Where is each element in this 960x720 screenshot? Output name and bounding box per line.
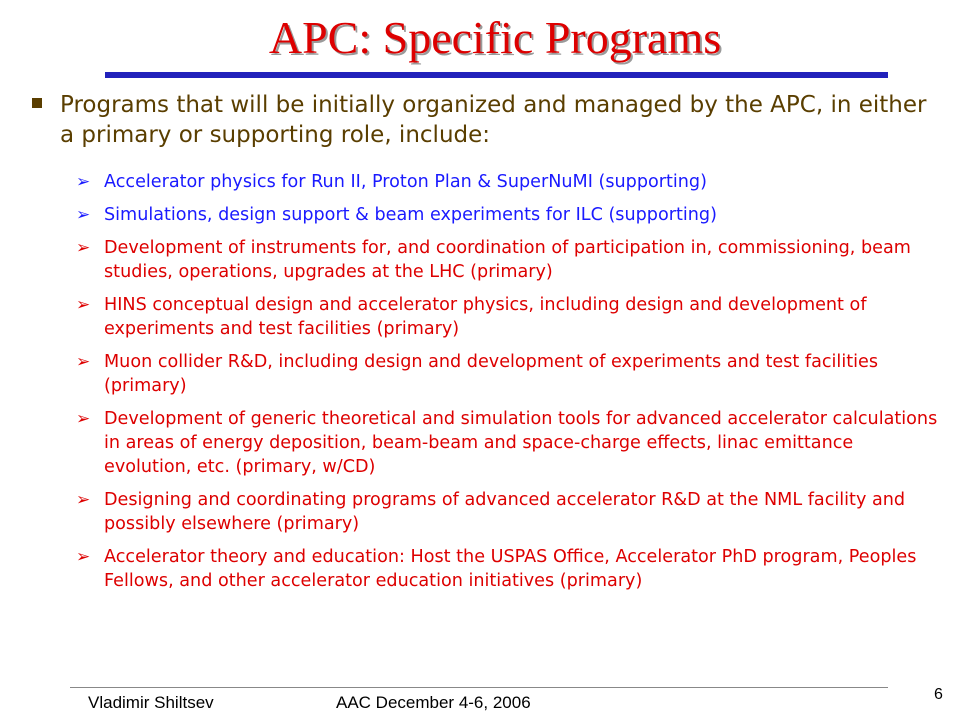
arrow-bullet-icon: ➢ — [76, 238, 91, 258]
main-bullet-text: Programs that will be initially organized and managed by the APC, in either a primary or supporting role, include: — [60, 92, 927, 148]
sub-bullet-text: Accelerator physics for Run II, Proton Plan & SuperNuMI (supporting) — [104, 172, 707, 192]
footer-author: Vladimir Shiltsev — [88, 693, 214, 712]
slide-title: APC: Specific Programs — [268, 12, 722, 63]
arrow-bullet-icon: ➢ — [76, 490, 91, 510]
sub-bullet-item — [74, 350, 940, 398]
arrow-bullet-icon: ➢ — [76, 172, 91, 192]
page-number: 6 — [934, 686, 943, 703]
sub-bullet-text: HINS conceptual design and accelerator physics, including design and development of experiments and test facilities (primary) — [104, 295, 867, 339]
sub-bullet-item — [74, 545, 940, 593]
arrow-bullet-icon: ➢ — [76, 352, 91, 372]
arrow-bullet-icon: ➢ — [76, 409, 91, 429]
sub-bullet-text: Designing and coordinating programs of advanced accelerator R&D at the NML facility and possibly elsewhere (primary) — [104, 490, 906, 534]
sub-bullet-item — [74, 293, 940, 341]
footer-event: AAC December 4-6, 2006 — [336, 693, 531, 712]
sub-bullet-list — [74, 170, 940, 602]
arrow-bullet-icon: ➢ — [76, 547, 91, 567]
footer-divider — [70, 687, 888, 688]
sub-bullet-item — [74, 203, 940, 227]
sub-bullet-item — [74, 170, 940, 194]
main-bullet — [32, 90, 932, 150]
sub-bullet-item — [74, 236, 940, 284]
title-underline — [105, 72, 888, 78]
sub-bullet-text: Development of generic theoretical and simulation tools for advanced accelerator calculations in areas of energy deposition, beam-beam and space-charge effects, linac emittance evolution, etc. (primary, w/CD) — [104, 409, 938, 477]
sub-bullet-item — [74, 488, 940, 536]
arrow-bullet-icon: ➢ — [76, 205, 91, 225]
arrow-bullet-icon: ➢ — [76, 295, 91, 315]
square-bullet-icon — [32, 98, 42, 108]
sub-bullet-text: Muon collider R&D, including design and development of experiments and test facilities (primary) — [104, 352, 878, 396]
sub-bullet-text: Accelerator theory and education: Host the USPAS Office, Accelerator PhD program, Peoples Fellows, and other accelerator education initiatives (primary) — [104, 547, 917, 591]
sub-bullet-item — [74, 407, 940, 479]
sub-bullet-text: Simulations, design support & beam experiments for ILC (supporting) — [104, 205, 717, 225]
sub-bullet-text: Development of instruments for, and coordination of participation in, commissioning, beam studies, operations, upgrades at the LHC (primary) — [104, 238, 911, 282]
